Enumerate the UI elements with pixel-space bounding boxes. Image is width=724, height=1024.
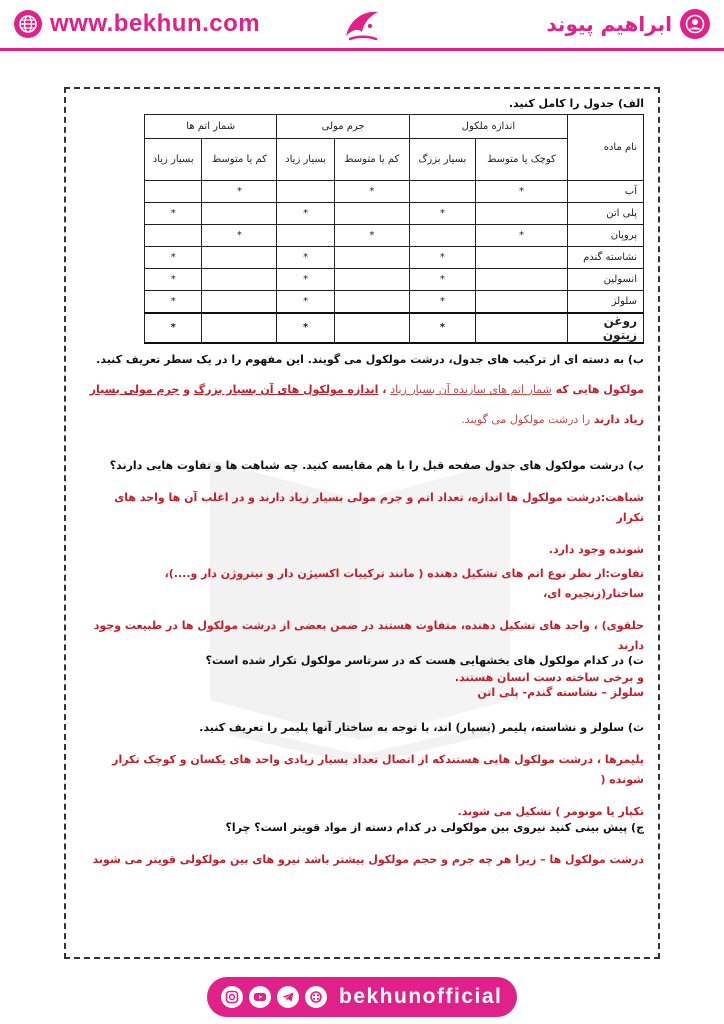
table-cell: *	[277, 269, 334, 291]
question-s	[84, 718, 644, 822]
table-cell	[409, 225, 475, 247]
table-cell: *	[145, 291, 202, 313]
social-footer[interactable]	[207, 977, 517, 1017]
table-cell	[334, 269, 409, 291]
table-cell: *	[277, 247, 334, 269]
properties-table	[144, 114, 644, 344]
table-cell: *	[409, 291, 475, 313]
telegram-icon[interactable]	[277, 986, 299, 1008]
sub-header: کوچک یا متوسط	[475, 139, 567, 181]
table-cell	[202, 269, 277, 291]
author-name: ابراهیم پیوند	[546, 12, 672, 36]
table-cell	[334, 247, 409, 269]
answer-line: شباهت:درشت مولکول ها اندازه، تعداد اتم و جرم مولی بسیار زیاد دارند و در اغلب آن ها واحد های تکرار	[114, 491, 644, 524]
table-row	[145, 203, 644, 225]
question-b	[84, 350, 644, 430]
substance-name: پلی اتن	[568, 203, 644, 225]
sub-header: بسیار زیاد	[145, 139, 202, 181]
table-cell	[475, 247, 567, 269]
answer-text: زیاد دارند	[593, 413, 644, 426]
table-cell: *	[277, 291, 334, 313]
answer-line: حلقوی) ، واحد های تشکیل دهنده، متفاوت هستند در ضمن بعضی از درشت مولکول ها در طبیعت وجود دارند	[93, 619, 644, 652]
table-cell: *	[334, 181, 409, 203]
substance-name: پروپان	[568, 225, 644, 247]
page-header	[0, 0, 724, 50]
table-cell: *	[475, 181, 567, 203]
table-cell: *	[334, 225, 409, 247]
table-cell: *	[202, 225, 277, 247]
answer-underlined: اندازه مولکول های آن بسیار بزرگ	[193, 383, 379, 396]
answer-text: و	[179, 383, 194, 396]
substance-name: نشاسته گندم	[568, 247, 644, 269]
table-cell: *	[202, 181, 277, 203]
sub-header: بسیار زیاد	[277, 139, 334, 181]
table-row	[145, 225, 644, 247]
sub-header: بسیار بزرگ	[409, 139, 475, 181]
table-cell: *	[277, 313, 334, 343]
table-cell: *	[409, 203, 475, 225]
answer-text: مولکول هایی که	[551, 383, 644, 396]
table-cell	[334, 203, 409, 225]
table-cell	[334, 291, 409, 313]
group-header-mass: جرم مولی	[277, 115, 409, 139]
site-link[interactable]	[14, 8, 260, 40]
substance-name: آب	[568, 181, 644, 203]
substance-name: انسولین	[568, 269, 644, 291]
table-cell	[475, 269, 567, 291]
answer-line: تکپار یا مونومر ) تشکیل می شوند.	[457, 805, 644, 818]
question-text: ث) سلولز و نشاسته، پلیمر (بسپار) اند، با توجه به ساختار آنها پلیمر را تعریف کنید.	[199, 721, 644, 734]
youtube-icon[interactable]	[249, 986, 271, 1008]
question-text: ب) به دسته ای از ترکیب های جدول، درشت مولکول می گویند. این مفهوم را در یک سطر تعریف کنید.	[96, 353, 644, 366]
table-cell	[202, 291, 277, 313]
answer-underlined: جرم مولی بسیار	[89, 383, 180, 396]
site-url: www.bekhun.com	[50, 10, 261, 37]
table-row	[145, 313, 644, 343]
social-handle: bekhunofficial	[339, 985, 503, 1008]
header-divider	[0, 48, 724, 51]
table-cell	[277, 181, 334, 203]
table-cell	[145, 225, 202, 247]
table-cell: *	[145, 269, 202, 291]
table-row	[145, 181, 644, 203]
table-cell	[475, 313, 567, 343]
author-block	[546, 8, 710, 40]
table-cell	[475, 203, 567, 225]
column-header-name: نام ماده	[568, 115, 644, 181]
table-cell	[409, 181, 475, 203]
answer-line: شونده وجود دارد.	[548, 543, 644, 556]
question-t	[84, 651, 644, 703]
group-header-atoms: شمار اتم ها	[145, 115, 277, 139]
substance-name: روغن زیتون	[568, 313, 644, 343]
answer-line: سلولز – نشاسته گندم- پلی اتن	[477, 686, 644, 699]
table-cell	[145, 181, 202, 203]
table-cell: *	[145, 203, 202, 225]
sub-header: کم یا متوسط	[202, 139, 277, 181]
answer-text: ،	[378, 383, 391, 396]
answer-underlined: شمار اتم های سازنده آن بسیار زیاد	[390, 383, 552, 396]
table-cell: *	[409, 247, 475, 269]
user-icon	[680, 9, 710, 39]
table-cell	[202, 313, 277, 343]
table-row	[145, 291, 644, 313]
answer-line: درشت مولکول ها – زیرا هر چه جرم و حجم مولکول بیشتر باشد نیرو های بین مولکولی قویتر می شوند	[92, 853, 644, 866]
table-cell	[202, 203, 277, 225]
table-row	[145, 247, 644, 269]
group-header-size: اندازه ملکول	[409, 115, 567, 139]
question-text: پ) درشت مولکول های جدول صفحه قبل را با هم مقایسه کنید. چه شباهت ها و تفاوت هایی دارند؟	[109, 459, 644, 472]
table-cell	[475, 291, 567, 313]
table-cell	[334, 313, 409, 343]
table-cell: *	[475, 225, 567, 247]
table-cell	[277, 225, 334, 247]
substance-name: سلولز	[568, 291, 644, 313]
answer-line: تفاوت:از نظر نوع اتم های تشکیل دهنده ( مانند ترکیبات اکسیژن دار و نیتروژن دار و....)، ساختار(زنجیره ای،	[164, 567, 644, 600]
question-j	[84, 818, 644, 870]
table-cell: *	[145, 247, 202, 269]
question-text: ت) در کدام مولکول های بخشهایی هست که در سرتاسر مولکول تکرار شده است؟	[205, 654, 644, 667]
table-cell: *	[409, 269, 475, 291]
globe-icon	[14, 10, 42, 38]
table-cell: *	[145, 313, 202, 343]
answer-line: پلیمرها ، درشت مولکول هایی هستندکه از اتصال تعداد بسیار زیادی واحد های یکسان و کوچک تکرار شونده (	[112, 753, 644, 786]
instagram-icon[interactable]	[221, 986, 243, 1008]
answer-line	[84, 410, 644, 430]
answer-text: را درشت مولکول می گویند.	[461, 413, 594, 426]
answer-line: و برخی ساخته دست انسان هستند.	[454, 671, 644, 684]
table-question: الف) جدول را کامل کنید.	[508, 97, 644, 110]
question-text: ج) پیش بینی کنید نیروی بین مولکولی در کدام دسته از مواد قویتر است؟ چرا؟	[225, 821, 644, 834]
answer-line	[84, 380, 644, 400]
table-cell	[202, 247, 277, 269]
table-row	[145, 269, 644, 291]
sub-header: کم یا متوسط	[334, 139, 409, 181]
table-cell: *	[277, 203, 334, 225]
worksheet-content	[84, 94, 644, 344]
aparat-icon[interactable]	[305, 986, 327, 1008]
bekhun-logo-icon	[340, 6, 384, 44]
table-cell: *	[409, 313, 475, 343]
